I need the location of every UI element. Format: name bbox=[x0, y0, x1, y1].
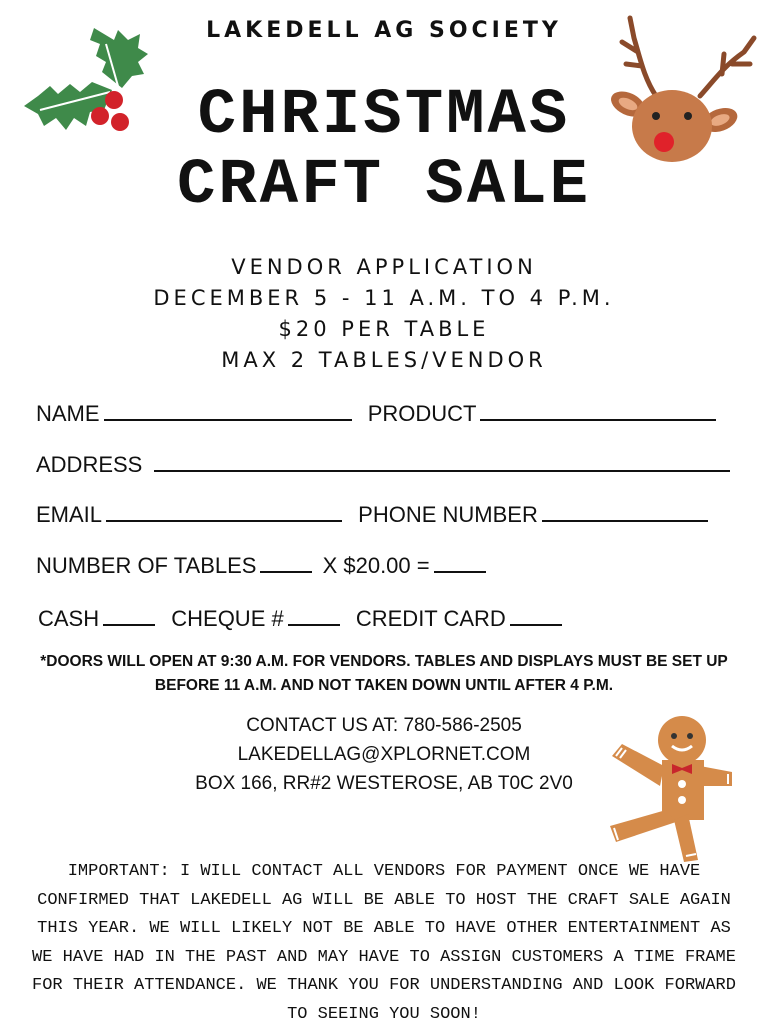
product-label: PRODUCT bbox=[367, 401, 477, 426]
title-line-2: CRAFT SALE bbox=[176, 150, 592, 222]
info-vendor-application: VENDOR APPLICATION bbox=[231, 255, 537, 279]
phone-field[interactable] bbox=[542, 502, 708, 522]
name-field[interactable] bbox=[104, 401, 352, 421]
contact-phone: CONTACT US AT: 780-586-2505 bbox=[246, 715, 522, 736]
tables-count-field[interactable] bbox=[260, 553, 312, 573]
payment-row bbox=[38, 606, 566, 632]
doors-notice: *DOORS WILL OPEN AT 9:30 A.M. FOR VENDORS. TABLES AND DISPLAYS MUST BE SET UP BEFORE 11 A.M. AND NOT TAKEN DOWN UNTIL AFTER 4 P.M. bbox=[40, 653, 728, 694]
tables-row bbox=[36, 553, 490, 579]
email-label: EMAIL bbox=[36, 502, 103, 527]
address-label: ADDRESS bbox=[36, 452, 143, 477]
phone-label: PHONE NUMBER bbox=[358, 502, 538, 527]
cash-label: CASH bbox=[38, 606, 100, 631]
important-message: IMPORTANT: I WILL CONTACT ALL VENDORS FOR PAYMENT ONCE WE HAVE CONFIRMED THAT LAKEDELL AG WILL BE ABLE TO HOST THE CRAFT SALE AGAIN THIS YEAR. WE WILL LIKELY NOT BE ABLE TO HAVE OTHER ENTERTAINMENT AS WE HAVE HAD IN THE PAST AND MAY HAVE TO ASSIGN CUSTOMERS A TIME FRAME FOR THEIR ATTENDANCE. WE THANK YOU FOR UNDERSTANDING AND LOOK FORWARD TO SEEING YOU SOON! bbox=[32, 862, 736, 1024]
tables-multiplier: X $20.00 = bbox=[322, 553, 430, 578]
email-row bbox=[36, 502, 712, 528]
organization-name: LAKEDELL AG SOCIETY bbox=[206, 18, 562, 43]
info-date-time: DECEMBER 5 - 11 A.M. TO 4 P.M. bbox=[153, 286, 615, 310]
name-label: NAME bbox=[36, 401, 100, 426]
name-row bbox=[36, 401, 720, 427]
cheque-label: CHEQUE # bbox=[171, 606, 284, 631]
event-info bbox=[0, 252, 768, 376]
title-line-1: CHRISTMAS bbox=[197, 80, 571, 152]
address-field[interactable] bbox=[154, 452, 730, 472]
product-field[interactable] bbox=[480, 401, 716, 421]
contact-address: BOX 166, RR#2 WESTEROSE, AB T0C 2V0 bbox=[195, 773, 573, 794]
credit-card-label: CREDIT CARD bbox=[355, 606, 506, 631]
info-max-tables: MAX 2 TABLES/VENDOR bbox=[221, 348, 547, 372]
tables-label: NUMBER OF TABLES bbox=[36, 553, 257, 578]
contact-email: LAKEDELLAG@XPLORNET.COM bbox=[237, 744, 531, 765]
contact-block bbox=[0, 711, 768, 798]
email-field[interactable] bbox=[106, 502, 342, 522]
credit-card-field[interactable] bbox=[510, 606, 562, 626]
address-row bbox=[36, 452, 734, 478]
tables-total-field[interactable] bbox=[434, 553, 486, 573]
cheque-field[interactable] bbox=[288, 606, 340, 626]
info-price: $20 PER TABLE bbox=[278, 317, 490, 341]
cash-field[interactable] bbox=[103, 606, 155, 626]
